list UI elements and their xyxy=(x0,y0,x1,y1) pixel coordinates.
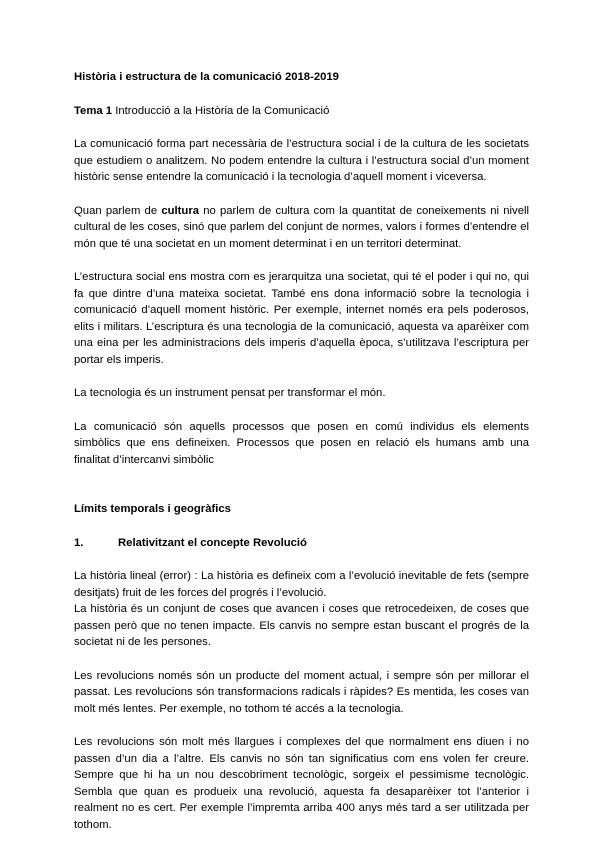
numbered-heading xyxy=(74,535,529,552)
paragraph-revolucions-producte: Les revolucions només són un producte del moment actual, i sempre són per millorar el passat. Les revolucions són transformacions radicals i ràpides? Es mentida, les coses van molt més lentes. Per exemple, no tothom té accés a la tecnologia. xyxy=(74,669,529,715)
paragraph-cultura-bold: cultura xyxy=(161,204,199,217)
paragraph-historia-conjunt: La història és un conjunt de coses que avancen i coses que retrocedeixen, de coses que passen però que no tenen impacte. Els canvis no sempre estan buscant el progrés de la societat ni de les persones. xyxy=(74,603,529,648)
paragraph-comunicacio-processos: La comunicació són aquells processos que posen en comú individus els elements simbòlics que ens defineixen. Processos que posen en relació els humans amb una finalitat d’intercanvi simbòlic xyxy=(74,420,529,466)
paragraph-tecnologia: La tecnologia és un instrument pensat per transformar el món. xyxy=(74,387,386,399)
paragraph-cultura-after: no parlem de cultura com la quantitat de coneixements ni nivell cultural de les coses, sinó que parlem del conjunt de normes, valors i formes d’entendre el món que té una societat en un moment determinat i en un territori determinat. xyxy=(74,204,529,250)
paragraph-cultura xyxy=(74,203,529,253)
topic-label: Tema 1 xyxy=(74,104,113,117)
paragraph-cultura-before: Quan parlem de xyxy=(74,204,162,217)
topic-line xyxy=(74,103,529,120)
document-title: Història i estructura de la comunicació 2018-2019 xyxy=(74,71,339,83)
paragraph-revolucions-llargues: Les revolucions són molt més llargues i complexes del que normalment ens diuen i no passen d’un dia a l’altre. Els canvis no són tan significatius com ens volen fer creure. Sempre que hi ha un nou descobriment tecnològic, sorgeix el pessimisme tecnològic. Sembla que quan es produeix una revolució, aquesta fa desaparèixer tot l’anterior i realment no es cert. Per exemple l’impremta arriba 400 anys més tard a ser utilitzada per tothom. xyxy=(74,736,529,831)
paragraph-comunicacio-estructura: La comunicació forma part necessària de l’estructura social i de la cultura de les societats que estudiem o analitzem. No podem entendre la cultura i l’estructura social d’un moment històric sense entendre la comunicació i la tecnologia d’aquell moment i viceversa. xyxy=(74,138,529,183)
document-body xyxy=(74,69,529,833)
heading-number: 1. xyxy=(74,536,84,549)
paragraph-estructura-social: L’estructura social ens mostra com es jerarquitza una societat, qui té el poder i qui no, qui fa que dintre d’una mateixa societat. També ens dona informació sobre la tecnologia i comunicació d’aquell moment històric. Per exemple, internet només era pels poderosos, elits i militars. L’escriptura és una tecnologia de la comunicació, aquesta va aparèixer com una eina per les administracions dels imperis d’aquella època, s’utilitzava l’escriptura per portar els imperis. xyxy=(74,271,529,366)
heading-text: Relativitzant el concepte Revolució xyxy=(118,536,307,549)
section-title: Límits temporals i geogràfics xyxy=(74,503,231,515)
topic-text: Introducció a la Història de la Comunicació xyxy=(112,104,330,117)
paragraph-historia-lineal: La història lineal (error) : La història es defineix com a l’evolució inevitable de fets (sempre desitjats) fruit de les forces del progrés i l’evolució. xyxy=(74,570,529,599)
